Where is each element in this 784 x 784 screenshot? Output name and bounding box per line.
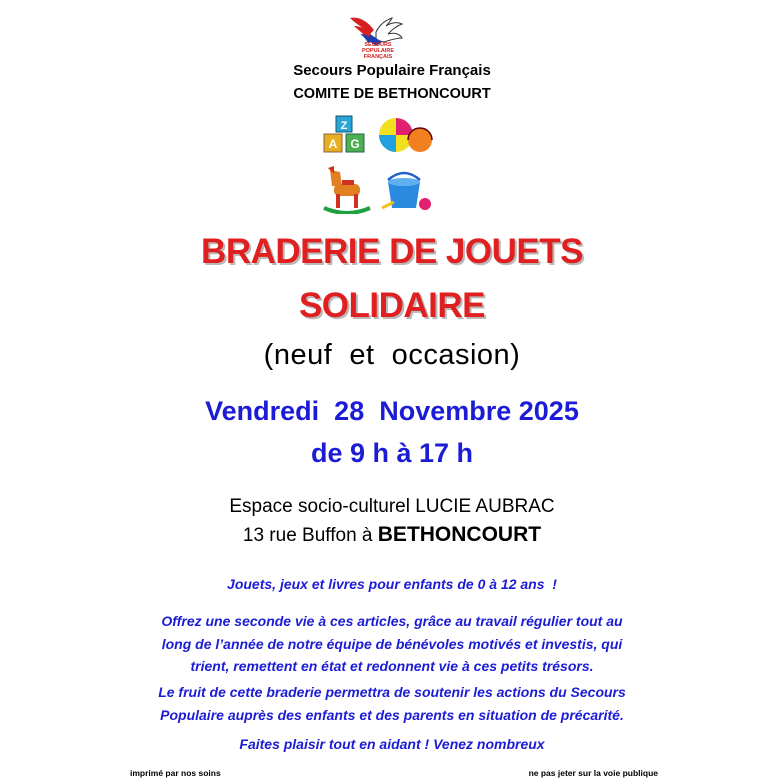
venue-address — [0, 523, 784, 547]
subtitle: (neuf et occasion) — [263, 339, 521, 371]
closing-line: Faites plaisir tout en aidant ! Venez nombreux — [239, 736, 545, 752]
committee-name: COMITE DE BETHONCOURT — [293, 86, 491, 102]
svg-text:A: A — [328, 137, 338, 151]
purpose-paragraph — [0, 681, 784, 726]
bucket-icon — [380, 168, 432, 214]
org-name: Secours Populaire Français — [293, 62, 491, 79]
abc-blocks-icon — [322, 114, 372, 154]
logo-text-line: FRANÇAIS — [363, 54, 393, 60]
event-hours: de 9 h à 17 h — [310, 438, 474, 468]
paragraph-line: Offrez une seconde vie à ces articles, grâce au travail régulier tout au — [161, 613, 623, 629]
svg-text:G: G — [350, 137, 360, 151]
logo-text-line: SECOURS — [364, 42, 392, 48]
beach-ball-icon — [378, 116, 434, 154]
intro-paragraph: Jouets, jeux et livres pour enfants de 0 à 12 ans ! — [227, 576, 557, 592]
event-date: Vendredi 28 Novembre 2025 — [205, 396, 579, 426]
logo-text-line: POPULAIRE — [361, 48, 395, 54]
title-line-1: BRADERIE DE JOUETS — [201, 232, 583, 271]
rocking-horse-icon — [320, 164, 374, 214]
title-line-2: SOLIDAIRE — [298, 286, 486, 325]
description-paragraph — [0, 610, 784, 678]
paragraph-line: Populaire auprès des enfants et des parents en situation de précarité. — [160, 706, 624, 723]
svg-text:Z: Z — [340, 120, 348, 132]
venue-name: Espace socio-culturel LUCIE AUBRAC — [229, 496, 555, 517]
address-city: BETHONCOURT — [377, 523, 542, 546]
paragraph-line: long de l’année de notre équipe de bénévoles motivés et investis, qui — [161, 635, 623, 652]
logo-text — [348, 42, 408, 60]
paragraph-line: trient, remettent en état et redonnent vie à ces petits trésors. — [190, 658, 594, 674]
paragraph-line: Le fruit de cette braderie permettra de soutenir les actions du Secours — [158, 684, 626, 700]
footer-do-not-litter: ne pas jeter sur la voie publique — [528, 768, 658, 778]
footer-printed-by: imprimé par nos soins — [130, 768, 221, 778]
secours-populaire-logo — [342, 12, 408, 64]
address-street: 13 rue Buffon à — [242, 525, 378, 546]
